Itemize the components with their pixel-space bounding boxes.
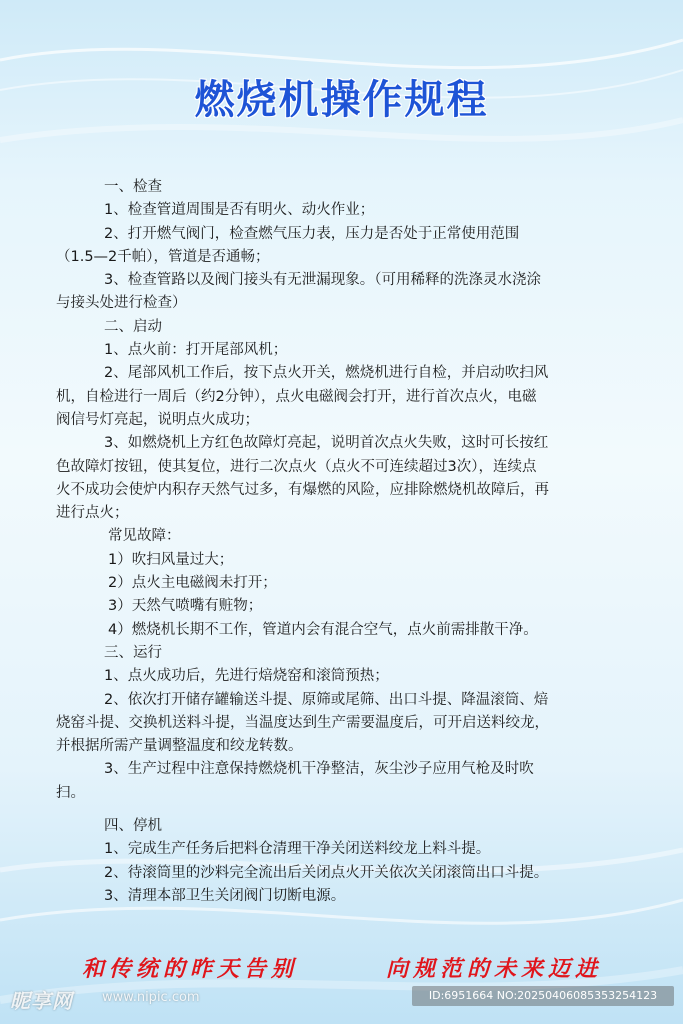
procedure-content xyxy=(56,176,634,908)
page-title: 燃烧机操作规程 xyxy=(194,77,489,123)
section-heading-inspection: 一、检查 xyxy=(104,179,162,195)
shutdown-item-2: 2、待滚筒里的沙料完全流出后关闭点火开关依次关闭滚筒出口斗提。 xyxy=(104,864,549,881)
startup-item-2-line-1: 2、尾部风机工作后，按下点火开关，燃烧机进行自检，并启动吹扫风 xyxy=(104,365,549,382)
watermark-url: www.nipic.com xyxy=(102,990,200,1005)
slogan-left: 和传统的昨天告别 xyxy=(82,956,299,982)
operation-item-3-line-2: 扫。 xyxy=(56,784,85,801)
operation-item-2-line-1: 2、依次打开储存罐输送斗提、原筛或尾筛、出口斗提、降温滚筒、焙 xyxy=(104,691,549,708)
inspection-item-2-line-2: （1.5—2千帕），管道是否通畅； xyxy=(56,248,270,265)
startup-item-2-line-2: 机，自检进行一周后（约2分钟），点火电磁阀会打开，进行首次点火，电磁 xyxy=(56,388,537,405)
startup-item-3-line-4: 进行点火； xyxy=(56,505,129,522)
startup-item-3-line-2: 色故障灯按钮，使其复位，进行二次点火（点火不可连续超过3次），连续点 xyxy=(56,458,537,475)
fault-item: 3）天然气喷嘴有赃物； xyxy=(108,598,263,615)
inspection-item-3-line-1: 3、检查管路以及阀门接头有无泄漏现象。（可用稀释的洗涤灵水浇涂 xyxy=(104,272,541,289)
operation-item-3-line-1: 3、生产过程中注意保持燃烧机干净整洁，灰尘沙子应用气枪及时吹 xyxy=(104,761,534,778)
shutdown-item-1: 1、完成生产任务后把料仓清理干净关闭送料绞龙上料斗提。 xyxy=(104,841,491,858)
startup-item-1: 1、点火前：打开尾部风机； xyxy=(104,342,288,359)
section-heading-shutdown: 四、停机 xyxy=(104,818,162,835)
inspection-item-2-line-1: 2、打开燃气阀门，检查燃气压力表，压力是否处于正常使用范围 xyxy=(104,225,520,242)
watermark-id: ID:6951664 NO:20250406085353254123 xyxy=(412,986,674,1006)
section-heading-startup: 二、启动 xyxy=(104,318,162,335)
section-heading-operation: 三、运行 xyxy=(104,644,162,661)
fault-item: 1）吹扫风量过大； xyxy=(108,551,234,568)
inspection-item-1: 1、检查管道周围是否有明火、动火作业； xyxy=(104,202,375,219)
startup-item-3-line-3: 火不成功会使炉内积存天然气过多，有爆燃的风险，应排除燃烧机故障后，再 xyxy=(56,481,549,498)
operation-item-2-line-2: 烧窑斗提、交换机送料斗提，当温度达到生产需要温度后，可开启送料绞龙， xyxy=(56,714,549,731)
inspection-item-3-line-2: 与接头处进行检查） xyxy=(56,295,187,312)
watermark-logo: 昵享网 xyxy=(10,989,73,1013)
startup-item-3-line-1: 3、如燃烧机上方红色故障灯亮起，说明首次点火失败，这时可长按红 xyxy=(104,435,549,452)
fault-item: 4）燃烧机长期不工作，管道内会有混合空气，点火前需排散干净。 xyxy=(108,621,538,638)
operation-item-2-line-3: 并根据所需产量调整温度和绞龙转数。 xyxy=(56,738,303,755)
fault-item: 2）点火主电磁阀未打开； xyxy=(108,575,277,592)
shutdown-item-3: 3、清理本部卫生关闭阀门切断电源。 xyxy=(104,887,346,904)
slogan-right: 向规范的未来迈进 xyxy=(386,956,603,982)
faults-heading: 常见故障： xyxy=(108,528,181,545)
startup-item-2-line-3: 阀信号灯亮起，说明点火成功； xyxy=(56,411,259,428)
operation-item-1: 1、点火成功后，先进行焙烧窑和滚筒预热； xyxy=(104,668,389,685)
